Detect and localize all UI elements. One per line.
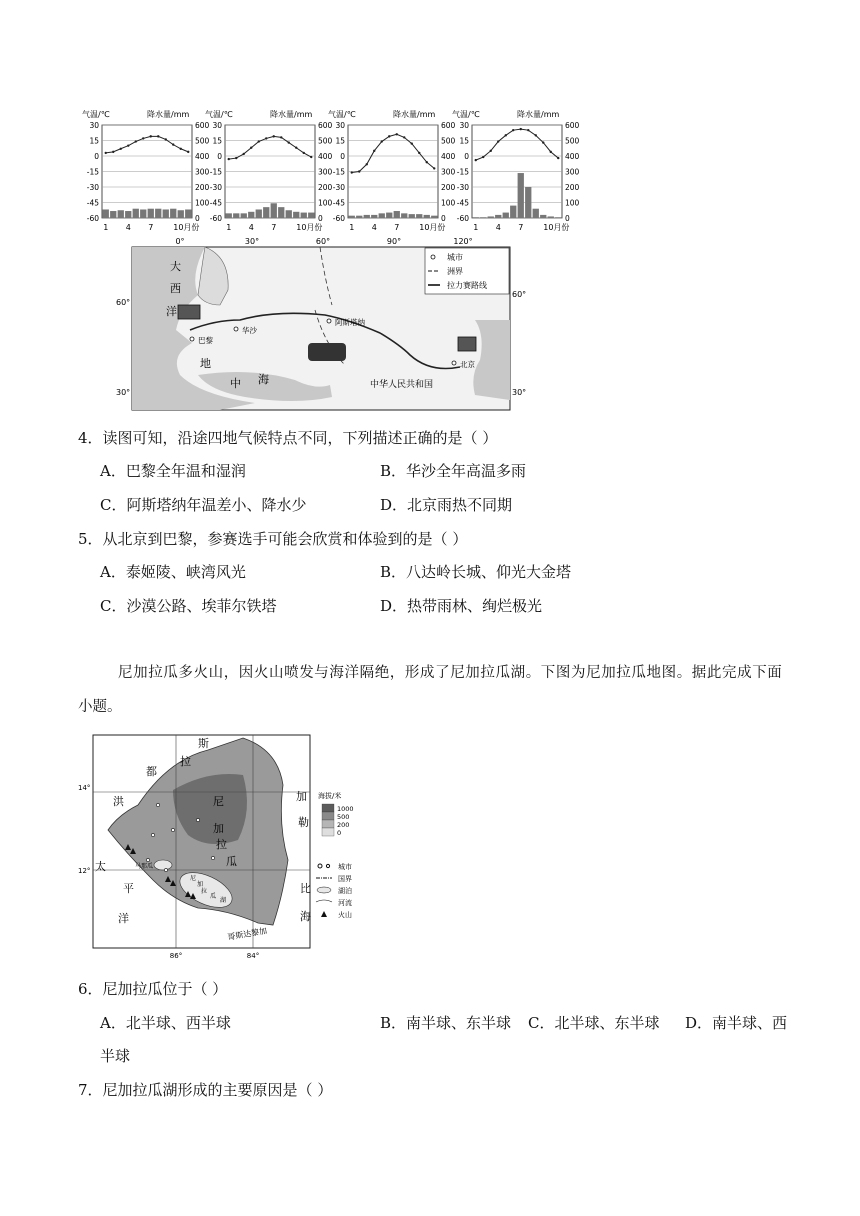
- q5-option-a[interactable]: A．泰姬陵、峡湾风光: [100, 563, 246, 581]
- temp-tick: 0: [217, 152, 222, 161]
- precip-tick: 500: [441, 136, 456, 146]
- month-tick: 1: [349, 223, 355, 232]
- precip-bar: [495, 215, 501, 218]
- precip-tick: 400: [565, 152, 580, 161]
- q5-option-c[interactable]: C．沙漠公路、埃菲尔铁塔: [100, 597, 277, 615]
- city-marker: [452, 361, 456, 365]
- temp-tick: -30: [86, 183, 99, 192]
- map-legend: [425, 248, 509, 294]
- q5-stem: 5．从北京到巴黎，参赛选手可能会欣赏和体验到的是（ ）: [78, 530, 468, 548]
- temp-axis-label: 气温/℃: [328, 110, 356, 119]
- elevation-legend-title: 海拔/米: [318, 792, 342, 800]
- precip-bar: [525, 187, 531, 218]
- longitude-label: 84°: [246, 952, 260, 960]
- temp-line: [229, 136, 312, 159]
- legend-item: 城市: [338, 863, 352, 871]
- latitude-label: 60°: [512, 290, 527, 299]
- city-marker: [171, 828, 174, 831]
- precip-bar: [488, 216, 494, 218]
- temp-point: [366, 163, 368, 165]
- region-label: 斯: [198, 737, 209, 750]
- month-tick: 4: [371, 223, 377, 232]
- precip-tick: 500: [195, 136, 210, 146]
- precip-bar: [386, 213, 392, 218]
- elevation-value: 500: [337, 813, 350, 821]
- region-label: 都: [146, 765, 157, 778]
- precip-bar: [510, 206, 516, 218]
- region-label: 比: [300, 882, 311, 895]
- temp-point: [303, 152, 305, 154]
- temp-tick: -45: [456, 198, 469, 208]
- precip-bar: [424, 215, 430, 218]
- precip-axis-label: 降水量/mm: [147, 110, 190, 119]
- city-marker: [164, 868, 167, 871]
- temp-tick: -60: [332, 214, 345, 223]
- city-marker: [156, 803, 159, 806]
- temp-tick: 30: [212, 121, 222, 130]
- legend-item: 城市: [447, 253, 463, 262]
- precip-tick: 0: [565, 214, 570, 223]
- city-marker: [151, 833, 154, 836]
- precip-tick: 600: [565, 121, 580, 130]
- legend-item: 湖泊: [338, 887, 352, 895]
- city-label: 华沙: [242, 326, 257, 335]
- temp-point: [127, 144, 129, 146]
- country-label: 中华人民共和国: [370, 380, 434, 390]
- temp-point: [505, 134, 507, 136]
- precip-tick: 300: [318, 167, 333, 177]
- precip-axis-label: 降水量/mm: [270, 110, 313, 119]
- legend-capital-symbol: [318, 864, 322, 868]
- precip-tick: 100: [318, 198, 333, 208]
- temp-tick: 0: [94, 152, 99, 161]
- sea-label: 地: [200, 357, 211, 370]
- region-label: 拉: [180, 755, 191, 768]
- region-label: 勒: [298, 816, 309, 829]
- lake-label: 湖: [220, 897, 227, 904]
- checkered-flag-finish: [458, 337, 476, 351]
- legend-item: 火山: [338, 911, 352, 919]
- city-marker: [327, 319, 331, 323]
- temp-point: [288, 141, 290, 143]
- month-tick: 7: [271, 223, 277, 232]
- precip-bar: [431, 216, 437, 218]
- temp-point: [527, 129, 529, 131]
- temp-point: [426, 161, 428, 163]
- city-marker: [146, 858, 149, 861]
- city-marker: [234, 327, 238, 331]
- climate-chart-4: [452, 109, 580, 232]
- lake-label: 瓜: [210, 893, 217, 900]
- lake-label: 加: [197, 881, 204, 888]
- q6-option-a[interactable]: A．北半球、西半球: [100, 1014, 231, 1032]
- precip-bar: [256, 209, 262, 218]
- precip-bar: [401, 213, 407, 218]
- precip-bar: [293, 212, 299, 218]
- temp-point: [550, 151, 552, 153]
- region-label: 平: [123, 882, 134, 895]
- elevation-swatch: [322, 804, 334, 812]
- q5-option-b[interactable]: B．八达岭长城、仰光大金塔: [380, 563, 572, 581]
- temp-point: [490, 150, 492, 152]
- q4-option-c[interactable]: C．阿斯塔纳年温差小、降水少: [100, 496, 307, 514]
- month-tick: 7: [518, 223, 524, 232]
- precip-bar: [140, 209, 146, 218]
- nicaragua-map-svg: [78, 730, 368, 962]
- temp-point: [403, 136, 405, 138]
- legend-city-symbol: [326, 864, 329, 867]
- city-label: 马那瓜: [135, 863, 154, 870]
- intro-line-2: 小题。: [78, 699, 122, 715]
- precip-bar: [349, 216, 355, 218]
- q5-option-d[interactable]: D．热带雨林、绚烂极光: [380, 597, 543, 615]
- temp-tick: -60: [209, 214, 222, 223]
- q6-option-d-continued: 半球: [100, 1047, 131, 1065]
- precip-bar: [278, 207, 284, 218]
- region-label: 加: [213, 822, 224, 835]
- precip-bar: [163, 209, 169, 218]
- q6-option-d[interactable]: D．南半球、西: [685, 1014, 788, 1032]
- longitude-label: 120°: [453, 237, 473, 246]
- precip-tick: 0: [441, 214, 446, 223]
- temp-point: [273, 135, 275, 137]
- temp-point: [112, 151, 114, 153]
- q7-stem: 7．尼加拉瓜湖形成的主要原因是（ ）: [78, 1081, 333, 1099]
- temp-point: [180, 148, 182, 150]
- temp-tick: -30: [332, 183, 345, 192]
- latitude-label: 60°: [116, 298, 131, 307]
- temp-point: [172, 143, 174, 145]
- temp-tick: -45: [332, 198, 345, 208]
- legend-city-symbol: [431, 255, 435, 259]
- temp-tick: -15: [456, 167, 469, 177]
- precip-tick: 500: [318, 136, 333, 146]
- temp-tick: -45: [209, 198, 222, 208]
- precip-bar: [503, 213, 509, 218]
- month-tick: 7: [148, 223, 154, 232]
- precip-bar: [155, 209, 161, 218]
- temp-tick: 0: [340, 152, 345, 161]
- precip-tick: 300: [441, 167, 456, 177]
- precip-tick: 400: [318, 152, 333, 161]
- temp-point: [187, 151, 189, 153]
- month-tick: 1: [103, 223, 109, 232]
- temp-point: [135, 140, 137, 142]
- precip-tick: 0: [195, 214, 200, 223]
- temp-point: [265, 137, 267, 139]
- temp-point: [157, 135, 159, 137]
- legend-lake-symbol: [317, 887, 331, 893]
- temp-point: [351, 171, 353, 173]
- month-tick: 4: [125, 223, 131, 232]
- temp-point: [243, 153, 245, 155]
- temp-point: [295, 147, 297, 149]
- month-tick: 10月份: [543, 223, 570, 232]
- longitude-label: 86°: [169, 952, 183, 960]
- precip-tick: 200: [565, 183, 580, 192]
- precip-bar: [540, 215, 546, 218]
- precip-bar: [125, 211, 131, 218]
- precip-tick: 100: [195, 198, 210, 208]
- temp-point: [258, 140, 260, 142]
- precip-bar: [394, 211, 400, 218]
- temp-point: [497, 140, 499, 142]
- temp-point: [250, 147, 252, 149]
- temp-point: [381, 140, 383, 142]
- precip-bar: [133, 209, 139, 218]
- city-marker: [190, 337, 194, 341]
- q6-option-c[interactable]: C．北半球、东半球: [528, 1014, 660, 1032]
- temp-tick: 30: [459, 121, 469, 130]
- temp-axis-label: 气温/℃: [82, 110, 110, 119]
- longitude-label: 0°: [175, 237, 185, 246]
- precip-bar: [248, 212, 254, 218]
- elevation-value: 1000: [337, 805, 354, 813]
- month-tick: 1: [473, 223, 479, 232]
- temp-point: [520, 128, 522, 130]
- temp-point: [165, 138, 167, 140]
- temp-axis-label: 气温/℃: [452, 110, 480, 119]
- precip-bar: [409, 214, 415, 218]
- temp-point: [280, 136, 282, 138]
- precip-tick: 200: [441, 183, 456, 192]
- region-label: 洪: [113, 795, 124, 808]
- temp-tick: -60: [86, 214, 99, 223]
- legend-item: 河流: [338, 899, 352, 907]
- precip-tick: 300: [565, 167, 580, 177]
- temp-point: [228, 158, 230, 160]
- city-label: 北京: [460, 360, 475, 369]
- intro-line-1: 尼加拉瓜多火山，因火山喷发与海洋隔绝，形成了尼加拉瓜湖。下图为尼加拉瓜地图。据此完成下面: [118, 665, 783, 681]
- temp-point: [150, 135, 152, 137]
- precip-tick: 400: [441, 152, 456, 161]
- temp-tick: -15: [332, 167, 345, 177]
- latitude-label: 12°: [78, 867, 91, 875]
- precip-tick: 100: [441, 198, 456, 208]
- temp-tick: 15: [212, 136, 222, 146]
- border-country-label: 哥斯达黎加: [226, 926, 268, 942]
- climate-chart-2: [205, 109, 333, 232]
- precip-tick: 0: [318, 214, 323, 223]
- region-label: 海: [300, 910, 311, 923]
- temp-point: [235, 157, 237, 159]
- city-marker: [196, 818, 199, 821]
- lake-managua: [154, 860, 172, 870]
- lake-label: 拉: [201, 888, 208, 895]
- temp-point: [142, 137, 144, 139]
- lake-label: 尼: [190, 875, 197, 882]
- month-tick: 10月份: [173, 223, 200, 232]
- precip-tick: 600: [441, 121, 456, 130]
- temp-tick: -60: [456, 214, 469, 223]
- temp-tick: -15: [209, 167, 222, 177]
- car-illustration: [308, 343, 346, 361]
- month-tick: 4: [248, 223, 254, 232]
- temp-tick: -45: [86, 198, 99, 208]
- region-label: 尼: [213, 795, 224, 808]
- temp-tick: 15: [459, 136, 469, 146]
- temp-axis-label: 气温/℃: [205, 110, 233, 119]
- q4-option-d[interactable]: D．北京雨热不同期: [380, 496, 513, 514]
- legend-item: 国界: [338, 875, 352, 883]
- precip-tick: 200: [195, 183, 210, 192]
- precip-tick: 600: [318, 121, 333, 130]
- precip-bar: [233, 213, 239, 218]
- legend-item: 拉力赛路线: [447, 281, 487, 290]
- precip-bar: [416, 214, 422, 218]
- elevation-swatch: [322, 820, 334, 828]
- sea-label: 西: [170, 282, 181, 295]
- precip-bar: [286, 210, 292, 218]
- elevation-swatch: [322, 828, 334, 836]
- region-label: 加: [296, 790, 307, 803]
- q6-option-b[interactable]: B．南半球、东半球: [380, 1014, 512, 1032]
- temp-point: [482, 156, 484, 158]
- precip-tick: 300: [195, 167, 210, 177]
- precip-bar: [555, 217, 561, 218]
- temp-point: [358, 170, 360, 172]
- temp-point: [388, 135, 390, 137]
- city-label: 巴黎: [198, 336, 213, 345]
- elevation-swatch: [322, 812, 334, 820]
- latitude-label: 30°: [512, 388, 527, 397]
- precip-tick: 500: [565, 136, 580, 146]
- temp-point: [557, 157, 559, 159]
- precip-axis-label: 降水量/mm: [517, 110, 560, 119]
- temp-point: [535, 134, 537, 136]
- elevation-value: 200: [337, 821, 350, 829]
- legend-volcano-symbol: [321, 911, 327, 917]
- month-tick: 7: [394, 223, 400, 232]
- temp-point: [396, 133, 398, 135]
- latitude-label: 14°: [78, 784, 91, 792]
- precip-bar: [533, 209, 539, 218]
- q4-option-b[interactable]: B．华沙全年高温多雨: [380, 462, 527, 480]
- longitude-label: 90°: [386, 237, 402, 246]
- longitude-label: 60°: [315, 237, 331, 246]
- q6-stem: 6．尼加拉瓜位于（ ）: [78, 980, 228, 998]
- temp-line: [352, 134, 435, 172]
- legend-item: 洲界: [447, 267, 463, 276]
- sea-label: 中: [230, 377, 241, 390]
- temp-point: [373, 150, 375, 152]
- precip-bar: [148, 209, 154, 218]
- temp-point: [542, 141, 544, 143]
- month-tick: 10月份: [296, 223, 323, 232]
- nicaragua-figure: [78, 730, 368, 962]
- temp-point: [418, 152, 420, 154]
- temp-point: [433, 167, 435, 169]
- month-tick: 1: [226, 223, 232, 232]
- temp-point: [105, 152, 107, 154]
- precip-axis-label: 降水量/mm: [393, 110, 436, 119]
- precip-bar: [118, 210, 124, 218]
- temp-point: [512, 129, 514, 131]
- month-tick: 4: [495, 223, 501, 232]
- precip-bar: [170, 209, 176, 218]
- temp-point: [310, 156, 312, 158]
- precip-tick: 400: [195, 152, 210, 161]
- q4-stem: 4．读图可知，沿途四地气候特点不同，下列描述正确的是（ ）: [78, 429, 498, 447]
- precip-bar: [301, 213, 307, 218]
- temp-line: [476, 129, 559, 160]
- elevation-value: 0: [337, 829, 342, 837]
- temp-tick: 30: [89, 121, 99, 130]
- region-label: 洋: [118, 912, 129, 925]
- sea-label: 海: [258, 373, 269, 386]
- precip-bar: [226, 213, 232, 218]
- precip-bar: [480, 217, 486, 218]
- rally-map: [116, 237, 526, 410]
- q4-option-a[interactable]: A．巴黎全年温和湿润: [100, 462, 246, 480]
- climate-charts-svg: [80, 105, 580, 410]
- precip-bar: [379, 213, 385, 218]
- temp-point: [411, 142, 413, 144]
- precip-tick: 200: [318, 183, 333, 192]
- city-label: 阿斯塔纳: [335, 318, 365, 327]
- temp-tick: 15: [335, 136, 345, 146]
- precip-bar: [110, 211, 116, 218]
- climate-figure: [80, 105, 580, 410]
- temp-tick: 30: [335, 121, 345, 130]
- precip-bar: [371, 215, 377, 218]
- precip-bar: [271, 203, 277, 218]
- precip-bar: [548, 216, 554, 218]
- precip-bar: [263, 207, 269, 218]
- temp-tick: -15: [86, 167, 99, 177]
- climate-chart-3: [328, 109, 456, 232]
- precip-bar: [364, 215, 370, 218]
- temp-tick: 0: [464, 152, 469, 161]
- longitude-label: 30°: [244, 237, 260, 246]
- temp-tick: -30: [456, 183, 469, 192]
- precip-bar: [185, 209, 191, 218]
- region-label: 太: [95, 860, 106, 873]
- precip-bar: [241, 213, 247, 218]
- latitude-label: 30°: [116, 388, 131, 397]
- region-label: 拉: [216, 838, 227, 851]
- precip-bar: [473, 217, 479, 218]
- precip-bar: [178, 210, 184, 218]
- temp-tick: -30: [209, 183, 222, 192]
- precip-tick: 600: [195, 121, 210, 130]
- precip-bar: [103, 209, 109, 218]
- sea-label: 大: [170, 260, 181, 273]
- temp-point: [475, 159, 477, 161]
- precip-bar: [356, 216, 362, 218]
- legend-river-symbol: [316, 900, 332, 902]
- checkered-flag-start: [178, 305, 200, 319]
- temp-tick: 15: [89, 136, 99, 146]
- city-marker: [211, 856, 214, 859]
- climate-chart-1: [82, 109, 210, 232]
- month-tick: 10月份: [419, 223, 446, 232]
- precip-tick: 100: [565, 198, 580, 208]
- temp-line: [106, 136, 189, 153]
- precip-bar: [518, 173, 524, 218]
- sea-label: 洋: [166, 305, 177, 318]
- precip-bar: [308, 213, 314, 218]
- region-label: 瓜: [226, 855, 237, 868]
- temp-point: [120, 148, 122, 150]
